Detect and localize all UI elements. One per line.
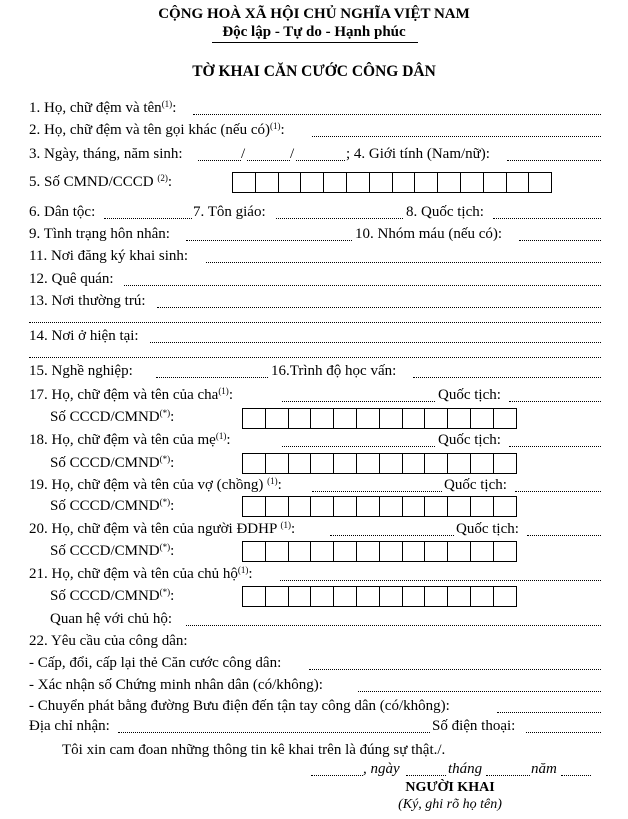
guardian-id-label: Số CCCD/CMND(*): bbox=[50, 542, 175, 559]
field-12-label: 12. Quê quán: bbox=[29, 271, 114, 287]
digit-box[interactable] bbox=[424, 408, 448, 429]
digit-box[interactable] bbox=[242, 541, 266, 562]
digit-box[interactable] bbox=[323, 172, 347, 193]
digit-box[interactable] bbox=[493, 586, 517, 607]
declaration-text: Tôi xin cam đoan những thông tin kê khai trên là đúng sự thật./. bbox=[62, 742, 446, 758]
signer-title: NGƯỜI KHAI bbox=[405, 780, 495, 795]
digit-box[interactable] bbox=[346, 172, 370, 193]
field-1-label: 1. Họ, chữ đệm và tên$^{(1)}$: bbox=[29, 99, 177, 116]
digit-box[interactable] bbox=[265, 496, 289, 517]
digit-box[interactable] bbox=[333, 496, 357, 517]
field-1-input[interactable] bbox=[193, 114, 601, 115]
permanent-address-input-line2[interactable] bbox=[29, 322, 601, 323]
date-day-label: , ngày bbox=[363, 761, 400, 777]
phone-input[interactable] bbox=[526, 732, 601, 733]
digit-box[interactable] bbox=[278, 172, 302, 193]
mother-name-input[interactable] bbox=[282, 446, 435, 447]
guardian-name-input[interactable] bbox=[330, 535, 454, 536]
religion-input[interactable] bbox=[276, 218, 403, 219]
digit-box[interactable] bbox=[447, 586, 471, 607]
digit-box[interactable] bbox=[333, 586, 357, 607]
digit-box[interactable] bbox=[265, 541, 289, 562]
digit-box[interactable] bbox=[242, 453, 266, 474]
field-21-label: 21. Họ, chữ đệm và tên của chủ hộ$^{(1)}$: bbox=[29, 565, 253, 582]
digit-box[interactable] bbox=[493, 496, 517, 517]
field-16-label: 16.Trình độ học vấn: bbox=[271, 363, 397, 379]
field-6-label: 6. Dân tộc: bbox=[29, 204, 96, 220]
request-2-input[interactable] bbox=[358, 691, 601, 692]
spouse-id-boxes[interactable] bbox=[242, 496, 517, 517]
digit-box[interactable] bbox=[402, 586, 426, 607]
digit-box[interactable] bbox=[288, 496, 312, 517]
digit-box[interactable] bbox=[528, 172, 552, 193]
birth-day-input[interactable] bbox=[198, 160, 241, 161]
field-17-label: 17. Họ, chữ đệm và tên của cha$^{(1)}$: bbox=[29, 386, 233, 403]
digit-box[interactable] bbox=[310, 586, 334, 607]
digit-box[interactable] bbox=[379, 453, 403, 474]
digit-box[interactable] bbox=[447, 453, 471, 474]
digit-box[interactable] bbox=[310, 408, 334, 429]
field-5-label: 5. Số CMND/CCCD $^{(2)}$: bbox=[29, 173, 173, 190]
digit-box[interactable] bbox=[460, 172, 484, 193]
sign-month-input[interactable] bbox=[486, 775, 530, 776]
form-title: TỜ KHAI CĂN CƯỚC CÔNG DÂN bbox=[192, 63, 436, 80]
signer-note: (Ký, ghi rõ họ tên) bbox=[398, 797, 502, 812]
digit-box[interactable] bbox=[288, 453, 312, 474]
digit-box[interactable] bbox=[414, 172, 438, 193]
field-4-label: ; 4. Giới tính (Nam/nữ): bbox=[346, 146, 490, 162]
household-relation-input[interactable] bbox=[186, 625, 601, 626]
field-3-label: 3. Ngày, tháng, năm sinh: bbox=[29, 146, 183, 162]
digit-box[interactable] bbox=[424, 541, 448, 562]
field-15-label: 15. Nghề nghiệp: bbox=[29, 363, 133, 379]
sign-year-input[interactable] bbox=[561, 775, 591, 776]
digit-box[interactable] bbox=[242, 496, 266, 517]
field-18-label: 18. Họ, chữ đệm và tên của mẹ$^{(1)}$: bbox=[29, 431, 231, 448]
guardian-nationality-label: Quốc tịch: bbox=[456, 521, 519, 537]
digit-box[interactable] bbox=[447, 408, 471, 429]
digit-box[interactable] bbox=[447, 496, 471, 517]
nationality-input[interactable] bbox=[493, 218, 601, 219]
field-8-label: 8. Quốc tịch: bbox=[406, 204, 484, 220]
digit-box[interactable] bbox=[437, 172, 461, 193]
digit-box[interactable] bbox=[483, 172, 507, 193]
digit-box[interactable] bbox=[392, 172, 416, 193]
request-3-input[interactable] bbox=[497, 712, 601, 713]
digit-box[interactable] bbox=[232, 172, 256, 193]
field-11-label: 11. Nơi đăng ký khai sinh: bbox=[29, 248, 189, 264]
hometown-input[interactable] bbox=[124, 285, 601, 286]
digit-box[interactable] bbox=[402, 541, 426, 562]
digit-box[interactable] bbox=[265, 408, 289, 429]
digit-box[interactable] bbox=[470, 541, 494, 562]
digit-box[interactable] bbox=[379, 541, 403, 562]
birth-registration-input[interactable] bbox=[206, 262, 601, 263]
blood-type-input[interactable] bbox=[519, 240, 601, 241]
father-name-input[interactable] bbox=[282, 401, 435, 402]
field-7-label: 7. Tôn giáo: bbox=[193, 204, 266, 220]
field-22-label: 22. Yêu cầu của công dân: bbox=[29, 633, 188, 649]
field-10-label: 10. Nhóm máu (nếu có): bbox=[355, 226, 503, 242]
digit-box[interactable] bbox=[356, 541, 380, 562]
digit-box[interactable] bbox=[424, 496, 448, 517]
request-1-label: - Cấp, đổi, cấp lại thẻ Căn cước công dân: bbox=[29, 655, 282, 671]
digit-box[interactable] bbox=[379, 586, 403, 607]
occupation-input[interactable] bbox=[156, 377, 268, 378]
digit-box[interactable] bbox=[300, 172, 324, 193]
field-9-label: 9. Tình trạng hôn nhân: bbox=[29, 226, 170, 242]
mother-nationality-input[interactable] bbox=[509, 446, 601, 447]
digit-box[interactable] bbox=[356, 453, 380, 474]
digit-box[interactable] bbox=[402, 408, 426, 429]
digit-box[interactable] bbox=[506, 172, 530, 193]
digit-box[interactable] bbox=[470, 496, 494, 517]
household-head-id-label: Số CCCD/CMND(*): bbox=[50, 587, 175, 604]
request-3-label: - Chuyển phát bằng đường Bưu điện đến tận tay công dân (có/không): bbox=[29, 698, 450, 714]
digit-box[interactable] bbox=[333, 453, 357, 474]
permanent-address-input[interactable] bbox=[157, 307, 601, 308]
digit-box[interactable] bbox=[242, 586, 266, 607]
current-address-input[interactable] bbox=[150, 342, 601, 343]
digit-box[interactable] bbox=[402, 496, 426, 517]
national-motto: Độc lập - Tự do - Hạnh phúc bbox=[222, 24, 406, 40]
sign-place-input[interactable] bbox=[311, 775, 363, 776]
father-nationality-input[interactable] bbox=[509, 401, 601, 402]
digit-box[interactable] bbox=[424, 586, 448, 607]
digit-box[interactable] bbox=[242, 408, 266, 429]
digit-box[interactable] bbox=[402, 453, 426, 474]
digit-box[interactable] bbox=[288, 586, 312, 607]
digit-box[interactable] bbox=[288, 541, 312, 562]
guardian-id-boxes[interactable] bbox=[242, 541, 517, 562]
marital-status-input[interactable] bbox=[186, 240, 352, 241]
digit-box[interactable] bbox=[493, 453, 517, 474]
date-month-label: tháng bbox=[448, 761, 483, 777]
spouse-nationality-label: Quốc tịch: bbox=[444, 477, 507, 493]
delivery-address-input[interactable] bbox=[118, 732, 430, 733]
digit-box[interactable] bbox=[310, 453, 334, 474]
digit-box[interactable] bbox=[255, 172, 279, 193]
mother-nationality-label: Quốc tịch: bbox=[438, 432, 501, 448]
digit-box[interactable] bbox=[310, 496, 334, 517]
country-name: CỘNG HOÀ XÃ HỘI CHỦ NGHĨA VIỆT NAM bbox=[158, 6, 470, 22]
request-2-label: - Xác nhận số Chứng minh nhân dân (có/không): bbox=[29, 677, 323, 693]
digit-box[interactable] bbox=[493, 408, 517, 429]
birth-month-input[interactable] bbox=[247, 160, 290, 161]
digit-box[interactable] bbox=[447, 541, 471, 562]
education-input[interactable] bbox=[413, 377, 601, 378]
date-separator: / bbox=[241, 146, 246, 162]
motto-underline bbox=[212, 42, 418, 43]
digit-box[interactable] bbox=[493, 541, 517, 562]
digit-box[interactable] bbox=[288, 408, 312, 429]
field-20-label: 20. Họ, chữ đệm và tên của người ĐDHP $^{(1)}$: bbox=[29, 520, 296, 537]
digit-box[interactable] bbox=[379, 408, 403, 429]
digit-box[interactable] bbox=[333, 408, 357, 429]
father-id-boxes[interactable] bbox=[242, 408, 517, 429]
birth-year-input[interactable] bbox=[296, 160, 345, 161]
date-year-label: năm bbox=[531, 761, 557, 777]
mother-id-label: Số CCCD/CMND(*): bbox=[50, 454, 175, 471]
digit-box[interactable] bbox=[369, 172, 393, 193]
digit-box[interactable] bbox=[333, 541, 357, 562]
father-nationality-label: Quốc tịch: bbox=[438, 387, 501, 403]
digit-box[interactable] bbox=[379, 496, 403, 517]
digit-box[interactable] bbox=[265, 453, 289, 474]
request-1-input[interactable] bbox=[309, 669, 601, 670]
spouse-name-input[interactable] bbox=[312, 491, 442, 492]
digit-box[interactable] bbox=[470, 453, 494, 474]
digit-box[interactable] bbox=[265, 586, 289, 607]
id-number-boxes[interactable] bbox=[232, 172, 552, 193]
digit-box[interactable] bbox=[356, 408, 380, 429]
digit-box[interactable] bbox=[356, 496, 380, 517]
father-id-label: Số CCCD/CMND(*): bbox=[50, 408, 175, 425]
guardian-nationality-input[interactable] bbox=[527, 535, 601, 536]
gender-input[interactable] bbox=[507, 160, 601, 161]
phone-label: Số điện thoại: bbox=[432, 718, 516, 734]
household-head-id-boxes[interactable] bbox=[242, 586, 517, 607]
ethnicity-input[interactable] bbox=[104, 218, 192, 219]
household-head-name-input[interactable] bbox=[280, 580, 601, 581]
delivery-address-label: Địa chỉ nhận: bbox=[29, 718, 110, 734]
digit-box[interactable] bbox=[310, 541, 334, 562]
digit-box[interactable] bbox=[470, 586, 494, 607]
field-14-label: 14. Nơi ở hiện tại: bbox=[29, 328, 139, 344]
current-address-input-line2[interactable] bbox=[29, 357, 601, 358]
digit-box[interactable] bbox=[470, 408, 494, 429]
date-separator: / bbox=[290, 146, 295, 162]
digit-box[interactable] bbox=[356, 586, 380, 607]
field-13-label: 13. Nơi thường trú: bbox=[29, 293, 146, 309]
digit-box[interactable] bbox=[424, 453, 448, 474]
mother-id-boxes[interactable] bbox=[242, 453, 517, 474]
field-19-label: 19. Họ, chữ đệm và tên của vợ (chồng) $^{(1)}$: bbox=[29, 476, 282, 493]
sign-day-input[interactable] bbox=[406, 775, 446, 776]
field-2-label: 2. Họ, chữ đệm và tên gọi khác (nếu có)$^{(1)}$: bbox=[29, 121, 285, 138]
household-relation-label: Quan hệ với chủ hộ: bbox=[50, 611, 173, 627]
spouse-id-label: Số CCCD/CMND(*): bbox=[50, 497, 175, 514]
spouse-nationality-input[interactable] bbox=[515, 491, 601, 492]
field-2-input[interactable] bbox=[312, 136, 601, 137]
